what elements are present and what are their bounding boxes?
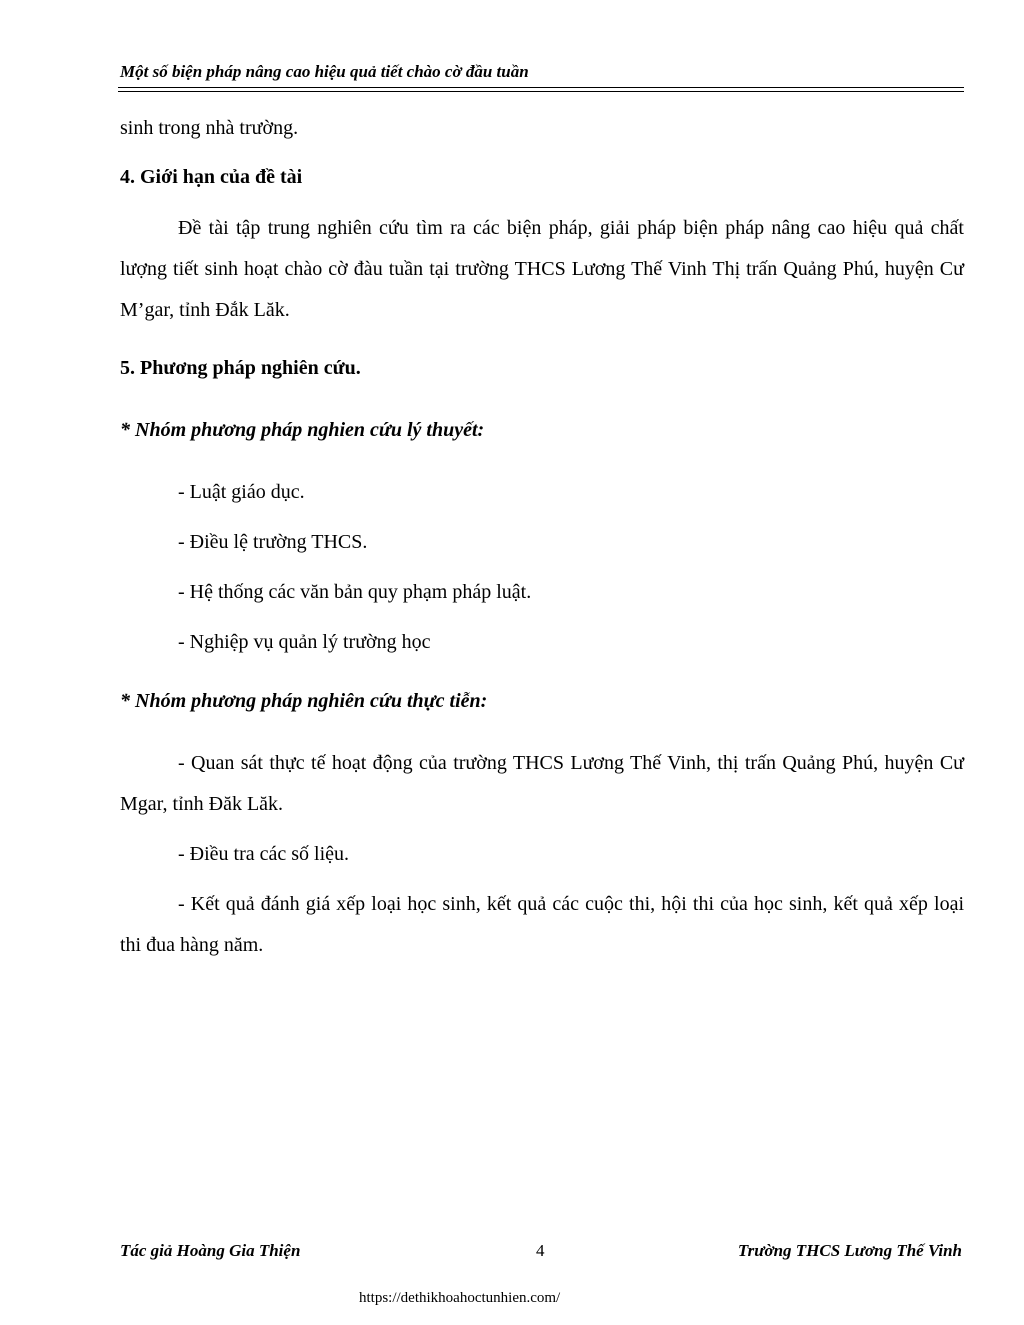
footer-url: https://dethikhoahoctunhien.com/ bbox=[359, 1290, 561, 1306]
practice-group-heading: * Nhóm phương pháp nghiên cứu thực tiễn: bbox=[120, 690, 488, 712]
theory-item: - Luật giáo dục. bbox=[178, 481, 305, 503]
page-header-title: Một số biện pháp nâng cao hiệu quả tiết chào cờ đầu tuần bbox=[120, 62, 529, 81]
header-rule-thick bbox=[118, 87, 964, 88]
section-4-paragraph: Đề tài tập trung nghiên cứu tìm ra các biện pháp, giải pháp biện pháp nâng cao hiệu quả chất lượng tiết sinh hoạt chào cờ đàu tuần tại trường THCS Lương Thế Vinh Thị trấn Quảng Phú, huyện Cư M’gar, tỉnh Đắk Lăk. bbox=[120, 217, 964, 321]
practice-paragraph-observation: - Quan sát thực tế hoạt động của trường THCS Lương Thế Vinh, thị trấn Quảng Phú, huyện Cư Mgar, tỉnh Đăk Lăk. bbox=[120, 752, 964, 815]
page-number: 4 bbox=[536, 1241, 545, 1260]
footer-author: Tác giả Hoàng Gia Thiện bbox=[120, 1241, 301, 1260]
theory-item: - Điều lệ trường THCS. bbox=[178, 531, 368, 553]
theory-group-heading: * Nhóm phương pháp nghien cứu lý thuyết: bbox=[120, 419, 485, 441]
section-5-heading: 5. Phương pháp nghiên cứu. bbox=[120, 357, 361, 379]
theory-item: - Hệ thống các văn bản quy phạm pháp luật. bbox=[178, 581, 532, 603]
practice-paragraph-results: - Kết quả đánh giá xếp loại học sinh, kết quả các cuộc thi, hội thi của học sinh, kết quả xếp loại thi đua hàng năm. bbox=[120, 893, 964, 956]
footer-school: Trường THCS Lương Thế Vinh bbox=[737, 1241, 962, 1260]
practice-item-survey: - Điều tra các số liệu. bbox=[178, 843, 350, 865]
theory-item: - Nghiệp vụ quản lý trường học bbox=[178, 631, 431, 653]
section-4-heading: 4. Giới hạn của đề tài bbox=[120, 166, 303, 188]
header-rule-thin bbox=[118, 91, 964, 92]
continued-line: sinh trong nhà trường. bbox=[120, 117, 299, 139]
